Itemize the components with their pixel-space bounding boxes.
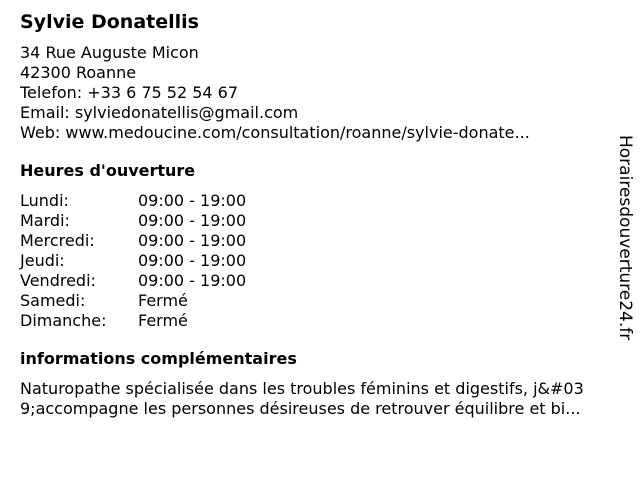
- contact-card: [20, 9, 620, 419]
- city-postcode: 42300 Roanne: [20, 63, 137, 82]
- info-line: 9;accompagne les personnes désireuses de retrouver équilibre et bi...: [20, 399, 581, 418]
- hours-time: 09:00 - 19:00: [138, 271, 247, 290]
- hours-time: 09:00 - 19:00: [138, 211, 247, 230]
- hours-row-mardi: [20, 211, 620, 231]
- hours-time: 09:00 - 19:00: [138, 191, 247, 210]
- hours-row-lundi: [20, 191, 620, 211]
- hours-row-vendredi: [20, 271, 620, 291]
- street-address: 34 Rue Auguste Micon: [20, 43, 199, 62]
- hours-time: Fermé: [138, 311, 188, 330]
- additional-info-text: [20, 379, 620, 419]
- opening-hours-list: [20, 191, 620, 331]
- phone-number: Telefon: +33 6 75 52 54 67: [20, 83, 239, 102]
- hours-time: Fermé: [138, 291, 188, 310]
- hours-row-mercredi: [20, 231, 620, 251]
- info-line: Naturopathe spécialisée dans les troubles féminins et digestifs, j&#03: [20, 379, 584, 398]
- hours-day: Mercredi:: [20, 231, 95, 250]
- hours-time: 09:00 - 19:00: [138, 231, 247, 250]
- hours-row-samedi: [20, 291, 620, 311]
- opening-hours-heading: Heures d'ouverture: [20, 161, 196, 180]
- hours-day: Lundi:: [20, 191, 69, 210]
- additional-info-heading: informations complémentaires: [20, 349, 297, 368]
- hours-day: Mardi:: [20, 211, 70, 230]
- hours-row-dimanche: [20, 311, 620, 331]
- site-watermark: Horairesdouverture24.fr: [615, 135, 635, 341]
- website-url: Web: www.medoucine.com/consultation/roanne/sylvie-donate...: [20, 123, 530, 142]
- hours-day: Jeudi:: [20, 251, 65, 270]
- hours-day: Samedi:: [20, 291, 86, 310]
- hours-time: 09:00 - 19:00: [138, 251, 247, 270]
- hours-row-jeudi: [20, 251, 620, 271]
- business-name: Sylvie Donatellis: [20, 11, 199, 33]
- hours-day: Dimanche:: [20, 311, 107, 330]
- hours-day: Vendredi:: [20, 271, 96, 290]
- email-address: Email: sylviedonatellis@gmail.com: [20, 103, 299, 122]
